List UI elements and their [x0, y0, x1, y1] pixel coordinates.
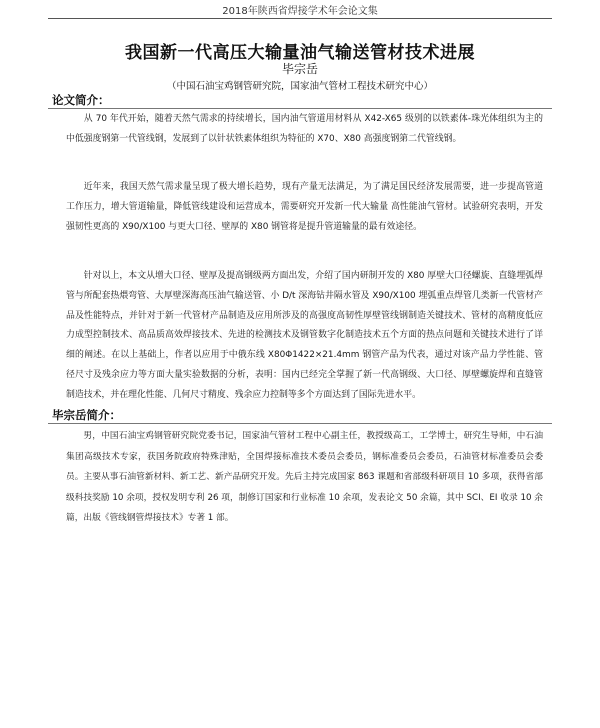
- header-rule: [48, 18, 552, 19]
- abstract-heading-rule: [48, 108, 552, 109]
- abstract-paragraph-1: 从 70 年代开始，随着天然气需求的持续增长，国内油气管道用材料从 X42-X65 级别的以铁素体-珠光体组织为主的中低强度钢第一代管线钢，发展到了以针状铁素体组织为特征的 X70、X80 高强度钢第二代管线钢。: [66, 114, 543, 144]
- abstract-heading: 论文简介：: [52, 93, 110, 107]
- bio-heading-rule: [48, 423, 552, 424]
- author-name: 毕宗岳: [281, 62, 318, 76]
- bio-paragraph: 男，中国石油宝鸡钢管研究院党委书记，国家油气管材工程中心副主任，教授级高工，工学博士，研究生导师，中石油集团高级技术专家，获国务院政府特殊津贴，全国焊接标准技术委员会委员，钢标准委员会委员，石油管材标准委员会委员。主要从事石油管新材料、新工艺、新产品研究开发。先后主持完成国家 863 课题和省部级科研项目 10 多项，获得省部级科技奖励 10 余项，授权发明专利 26 项，制修订国家和行业标准 10 余项，发表论文 50 余篇，其中 SCI、EI 收录 10 余篇，出版《管线钢管焊接技术》专著 1 部。: [66, 431, 543, 524]
- paper-title: 我国新一代高压大输量油气输送管材技术进展: [125, 43, 475, 63]
- abstract-paragraph-3: 针对以上，本文从增大口径、壁厚及提高钢级两方面出发，介绍了国内研制开发的 X80 厚壁大口径螺旋、直缝埋弧焊管与所配套热煨弯管、大厚壁深海高压油气输送管、小 D/t 深海钻井隔水管及 X90/X100 埋弧重点焊管几类新一代管材产品及性能特点，并针对于新一代管材产品制造及应用所涉及的高强度高韧性厚壁管线钢制造关键技术、管材的高精度低应力成型控制技术、高品质高效焊接技术、先进的检测技术及钢管数字化制造技术五个方面的热点问题和关键技术进行了详细的阐述。在以上基础上，作者以应用于中俄东线 X80Φ1422×21.4mm 钢管产品为代表，通过对该产品力学性能、管径尺寸及残余应力等方面大量实验数据的分析，表明：国内已经完全掌握了新一代高钢级、大口径、厚壁螺旋焊和直缝管制造技术，并在理化性能、几何尺寸精度、残余应力控制等多个方面达到了国际先进水平。: [66, 271, 543, 400]
- running-header: 2018年陕西省焊接学术年会论文集: [222, 6, 378, 17]
- bio-heading: 毕宗岳简介：: [52, 408, 121, 422]
- author-affiliation: （中国石油宝鸡钢管研究院，国家油气管材工程技术研究中心）: [166, 81, 433, 92]
- abstract-paragraph-2: 近年来，我国天然气需求量呈现了极大增长趋势，现有产量无法满足，为了满足国民经济发展需要，进一步提高管道工作压力，增大管道输量，降低管线建设和运营成本，需要研究开发新一代大输量 高性能油气管材。试验研究表明，开发强韧性更高的 X90/X100 与更大口径、壁厚的 X80 钢管将是提升管道输量的最有效途径。: [66, 182, 543, 232]
